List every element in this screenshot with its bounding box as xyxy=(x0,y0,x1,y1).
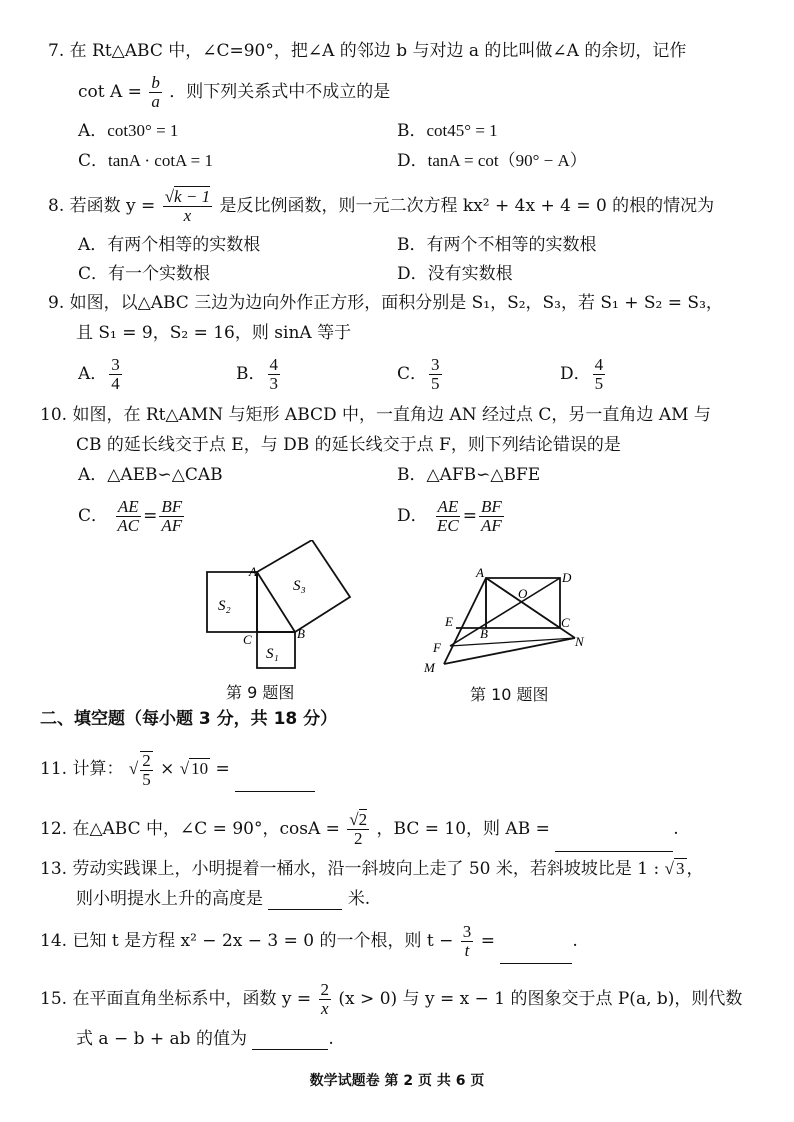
q10-text-2: CB 的延长线交于点 E，与 DB 的延长线交于点 F，则下列结论错误的是 xyxy=(76,435,621,455)
figure-10 xyxy=(420,566,590,678)
q13-radicand: 3 xyxy=(676,859,685,878)
q14-prefix: 已知 t 是方程 x² − 2x − 3 = 0 的一个根，则 t − xyxy=(72,931,454,951)
q13-line2 xyxy=(76,888,370,910)
q8-line1 xyxy=(48,184,714,228)
q7-cot-denominator: a xyxy=(151,92,160,111)
option-text: 有两个不相等的实数根 xyxy=(426,235,597,255)
q11-sqrt-fraction: √ $\frac{2}{5}$ xyxy=(128,751,151,790)
q10-option-c: C． $\frac{AE}{AC}$ = $\frac{BF}{AF}$ xyxy=(78,497,183,535)
q14-answer-blank[interactable] xyxy=(500,963,572,964)
q7-line2 xyxy=(78,72,390,112)
figure-10-caption: 第 10 题图 xyxy=(470,685,549,704)
q13-number: 13. xyxy=(40,859,68,879)
q13-text-2: 则小明提水上升的高度是 xyxy=(76,889,263,909)
fraction-right xyxy=(479,498,504,535)
square-s2 xyxy=(207,572,257,632)
q9-option-c xyxy=(397,352,444,396)
q13-comma: ， xyxy=(686,859,704,879)
q11-equals: = xyxy=(215,759,230,779)
q8-text: 是反比例函数，则一元二次方程 kx² + 4x + 4 = 0 的根的情况为 xyxy=(219,196,715,216)
q10-option-d: D． $\frac{AE}{EC}$ = $\frac{BF}{AF}$ xyxy=(397,497,502,535)
q7-cot-prefix: cot A = xyxy=(78,82,142,102)
denominator: x xyxy=(320,999,329,1018)
q11-sqrt: √ 10 xyxy=(179,759,209,778)
option-label: B． xyxy=(397,235,427,255)
fraction-left xyxy=(115,498,141,535)
label-a: A xyxy=(476,566,484,580)
q9-line2 xyxy=(76,322,351,344)
q7-number: 7. xyxy=(48,41,65,61)
numerator: AE xyxy=(437,497,459,516)
option-label: A． xyxy=(78,121,108,141)
option-label: D． xyxy=(397,264,428,284)
option-text: 有两个相等的实数根 xyxy=(107,235,261,255)
denominator: EC xyxy=(437,516,459,535)
label-f: F xyxy=(433,640,441,655)
label-s3: S₃ xyxy=(293,578,306,594)
q10-option-b xyxy=(397,464,540,486)
q14-fraction xyxy=(461,923,474,960)
denominator: 3 xyxy=(269,374,278,393)
option-text: cot45° = 1 xyxy=(426,121,498,140)
q8-option-a xyxy=(78,234,260,256)
option-label: C． xyxy=(78,264,109,284)
label-s2: S₂ xyxy=(218,598,231,614)
option-text: △AEB∽△CAB xyxy=(107,465,223,485)
q9-number: 9. xyxy=(48,293,65,313)
q13-answer-blank[interactable] xyxy=(268,909,342,910)
q8-number: 8. xyxy=(48,196,65,216)
label-d: D xyxy=(562,570,572,585)
option-text: tanA · cotA = 1 xyxy=(108,151,213,170)
option-fraction xyxy=(268,356,281,393)
q7-question: ．则下列关系式中不成立的是 xyxy=(169,82,391,102)
q8-option-b xyxy=(397,234,597,256)
numerator: 2 xyxy=(320,980,330,999)
q12-answer-blank[interactable] xyxy=(555,851,673,852)
numerator: 3 xyxy=(111,355,120,374)
q11-radicand: 10 xyxy=(191,759,209,778)
label-c: C xyxy=(561,615,570,630)
q15-text-1: (x > 0) 与 y = x − 1 的图象交于点 P(a, b)，则代数 xyxy=(338,989,743,1009)
q11-answer-blank[interactable] xyxy=(235,791,315,792)
option-label: B． xyxy=(236,364,266,384)
q8-option-c xyxy=(78,263,210,285)
numerator: BF xyxy=(481,497,502,516)
option-fraction xyxy=(109,356,122,393)
option-text: 没有实数根 xyxy=(427,264,513,284)
denominator: AF xyxy=(161,516,183,535)
q7-cot-numerator: b xyxy=(151,73,160,92)
q15-text-2: 式 a − b + ab 的值为 xyxy=(76,1029,247,1049)
q9-option-b xyxy=(236,352,282,396)
q7-option-a xyxy=(78,120,178,142)
q12-tail: ，BC = 10，则 AB = xyxy=(376,819,550,839)
option-label: B． xyxy=(397,465,427,485)
numerator: BF xyxy=(161,497,183,516)
q13-unit: 米. xyxy=(347,889,371,909)
q10-line2 xyxy=(76,434,621,456)
q8-numerator: √k − 1 xyxy=(164,187,211,206)
radicand: 2 xyxy=(358,810,368,829)
section-title: 二、填空题（每小题 3 分，共 18 分） xyxy=(40,709,338,729)
q15-period: . xyxy=(328,1029,334,1049)
label-m: M xyxy=(424,660,435,675)
q7-cot-fraction xyxy=(149,74,162,111)
label-n: N xyxy=(575,634,584,649)
page-footer: 数学试题卷 第 2 页 共 6 页 xyxy=(309,1073,485,1089)
q12-period: . xyxy=(673,819,679,839)
q15-fraction xyxy=(319,981,332,1018)
q10-text-1: 如图，在 Rt△AMN 与矩形 ABCD 中，一直角边 AN 经过点 C，另一直角边 AM 与 xyxy=(72,405,711,425)
label-s1: S₁ xyxy=(266,646,279,662)
option-label: D． xyxy=(560,364,591,384)
q11-fraction xyxy=(140,751,153,789)
label-b: B xyxy=(480,626,488,641)
denominator: 2 xyxy=(353,829,363,848)
q13-text-1: 劳动实践课上，小明提着一桶水，沿一斜坡向上走了 50 米，若斜坡坡比是 1 : xyxy=(72,859,660,879)
option-fraction xyxy=(429,356,442,393)
q14 xyxy=(40,918,578,964)
figure-9 xyxy=(200,540,360,672)
q15-answer-blank[interactable] xyxy=(252,1049,328,1050)
q7-option-c xyxy=(78,150,213,172)
figure-9-caption: 第 9 题图 xyxy=(226,683,295,702)
option-label: D． xyxy=(397,506,428,526)
q12-fraction xyxy=(347,811,369,848)
q11 xyxy=(40,746,315,792)
option-label: C． xyxy=(78,151,109,171)
q7-option-d xyxy=(397,150,587,172)
q15-line1 xyxy=(40,976,742,1022)
denominator: 4 xyxy=(111,374,120,393)
label-a: A xyxy=(249,564,257,579)
q14-number: 14. xyxy=(40,931,68,951)
q9-option-d xyxy=(560,352,607,396)
q13-sqrt: √ 3 xyxy=(664,859,685,878)
option-text: tanA = cot（90° − A） xyxy=(427,151,587,170)
q8-denominator: x xyxy=(183,206,192,225)
option-text: △AFB∽△BFE xyxy=(426,465,541,485)
option-text: cot30° = 1 xyxy=(107,121,179,140)
q11-times: × xyxy=(160,759,175,779)
option-label: A． xyxy=(78,364,108,384)
numerator: 3 xyxy=(462,922,472,941)
line-df xyxy=(450,578,560,646)
q12-number: 12. xyxy=(40,819,68,839)
denominator: 5 xyxy=(431,374,440,393)
fraction-right xyxy=(159,498,184,535)
denominator: 5 xyxy=(594,374,604,393)
q8-fraction xyxy=(163,188,212,225)
option-fraction xyxy=(593,356,606,393)
q14-period: . xyxy=(572,931,578,951)
label-o: O xyxy=(518,586,528,601)
q9-text-2: 且 S₁ = 9，S₂ = 16，则 sinA 等于 xyxy=(76,323,352,343)
option-label: A． xyxy=(78,235,108,255)
q12-prefix: 在△ABC 中，∠C = 90°，cosA = xyxy=(72,819,340,839)
numerator: 4 xyxy=(594,355,604,374)
q8-option-d xyxy=(397,263,513,285)
q7-option-b xyxy=(397,120,498,142)
q15-line2 xyxy=(76,1028,334,1050)
option-label: B． xyxy=(397,121,427,141)
numerator: 3 xyxy=(431,355,440,374)
q8-prefix: 若函数 y = xyxy=(69,196,156,216)
label-c: C xyxy=(243,632,252,647)
q9-line1 xyxy=(48,292,723,314)
label-b: B xyxy=(297,626,305,641)
q9-text-1: 如图，以△ABC 三边为边向外作正方形，面积分别是 S₁，S₂，S₃，若 S₁ + S₂ = S₃， xyxy=(69,293,723,313)
q14-equals: = xyxy=(480,931,495,951)
q11-number: 11. xyxy=(40,759,68,779)
label-e: E xyxy=(445,614,453,629)
option-label: C． xyxy=(397,364,428,384)
option-label: A． xyxy=(78,465,108,485)
denominator: t xyxy=(464,941,470,960)
denominator: AF xyxy=(481,516,502,535)
q12 xyxy=(40,806,679,852)
q9-option-a xyxy=(78,352,124,396)
option-label: C． xyxy=(78,506,109,526)
numerator: 4 xyxy=(269,355,278,374)
q10-number: 10. xyxy=(40,405,68,425)
denominator: AC xyxy=(117,516,140,535)
q13-line1 xyxy=(40,858,704,880)
q15-prefix: 在平面直角坐标系中，函数 y = xyxy=(72,989,312,1009)
option-label: D． xyxy=(397,151,428,171)
q15-number: 15. xyxy=(40,989,68,1009)
numerator: √2 xyxy=(349,810,368,829)
q7-line1 xyxy=(48,40,686,62)
q10-option-a xyxy=(78,464,223,486)
denominator: 5 xyxy=(142,770,151,790)
option-text: 有一个实数根 xyxy=(108,264,211,284)
numerator: AE xyxy=(117,497,139,516)
q11-prefix: 计算： xyxy=(72,759,124,779)
q7-text: 在 Rt△ABC 中，∠C=90°，把∠A 的邻边 b 与对边 a 的比叫做∠A 的余切，记作 xyxy=(69,41,687,61)
q8-radicand: k − 1 xyxy=(174,187,211,206)
q10-line1 xyxy=(40,404,711,426)
numerator: 2 xyxy=(142,751,151,771)
fraction-left xyxy=(435,498,461,535)
